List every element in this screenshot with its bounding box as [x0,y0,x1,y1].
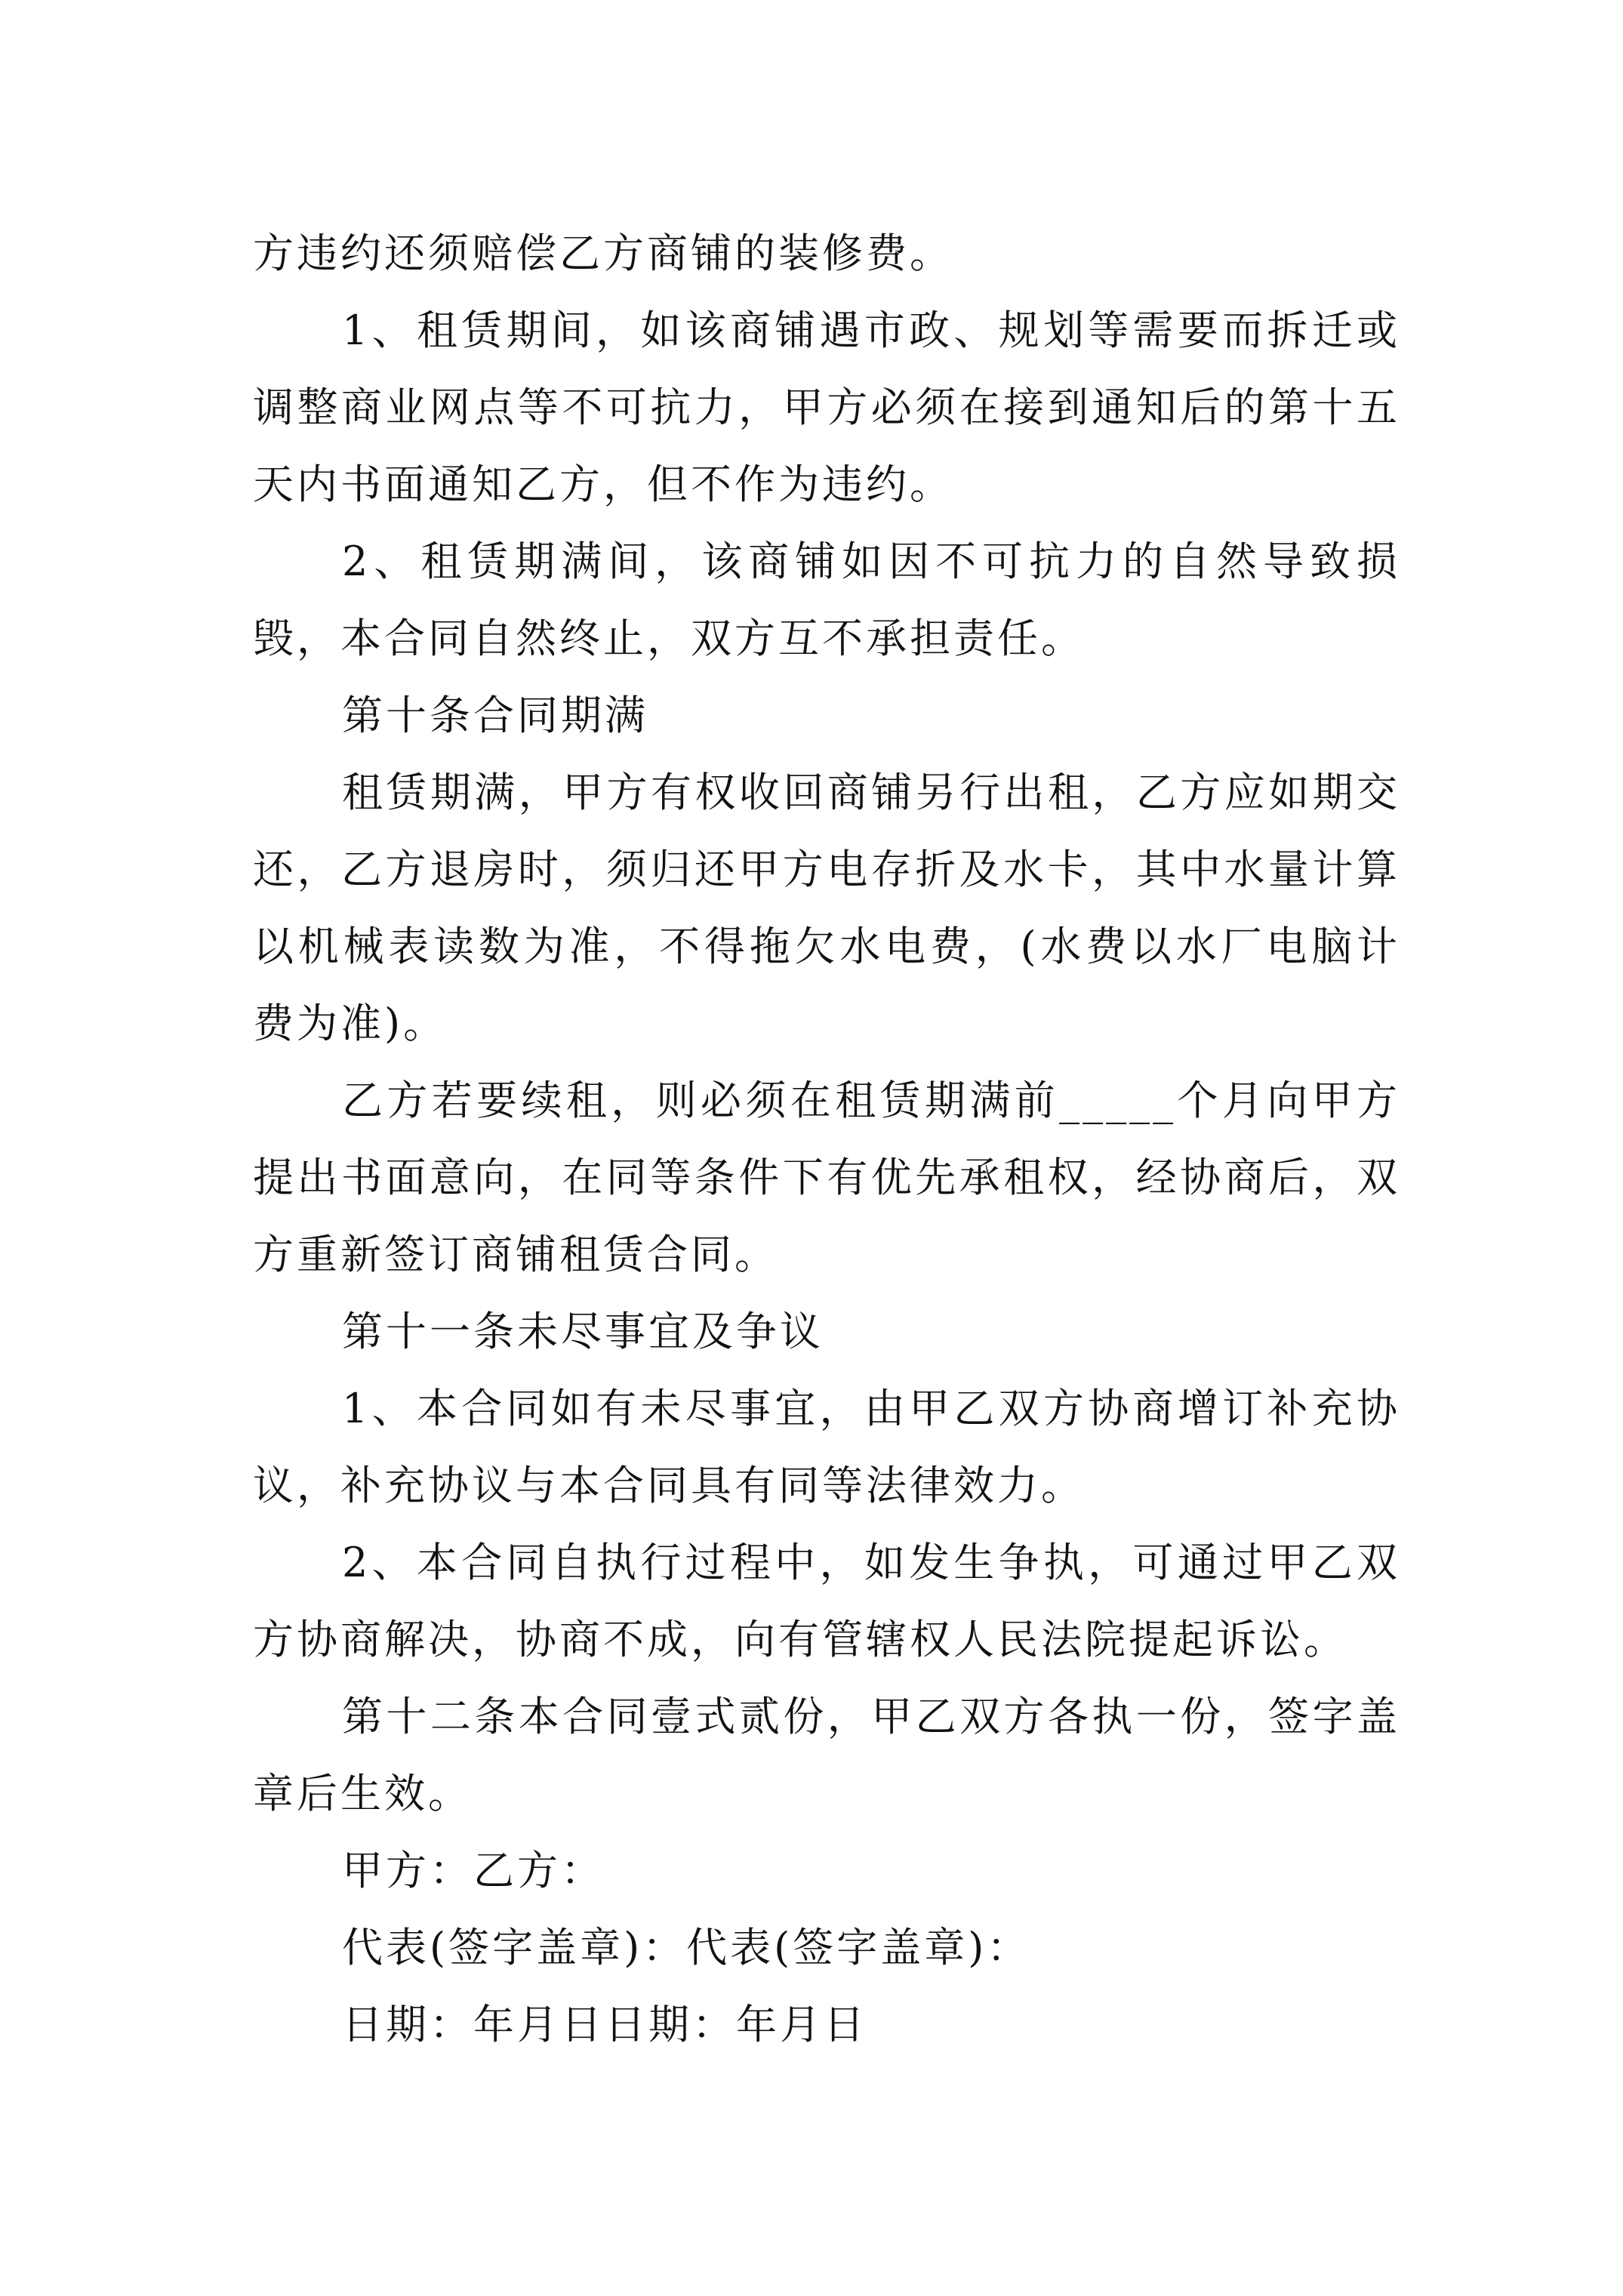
paragraph-article-12-copies: 第十二条本合同壹式贰份，甲乙双方各执一份，签字盖章后生效。 [253,1693,1400,1817]
paragraph-clause-1-force-majeure: 1、租赁期间，如该商铺遇市政、规划等需要而拆迁或调整商业网点等不可抗力，甲方必须在接到通知后的第十五天内书面通知乙方，但不作为违约。 [253,307,1400,508]
paragraph-supplementary-agreement: 1、本合同如有未尽事宜，由甲乙双方协商增订补充协议，补充协议与本合同具有同等法律效力。 [253,1385,1400,1509]
paragraph-clause-2-natural-damage: 2、租赁期满间，该商铺如因不可抗力的自然导致损毁，本合同自然终止，双方互不承担责任。 [253,538,1400,662]
paragraph-lease-expiry: 租赁期满，甲方有权收回商铺另行出租，乙方应如期交还，乙方退房时，须归还甲方电存折及水卡，其中水量计算以机械表读数为准，不得拖欠水电费，(水费以水厂电脑计费为准)。 [253,769,1400,1047]
paragraph-continuation: 方违约还须赔偿乙方商铺的装修费。 [253,230,953,277]
signature-dates: 日期：年月日日期：年月日 [342,2001,867,2048]
section-heading-article-10: 第十条合同期满 [342,692,648,739]
signature-parties: 甲方：乙方： [342,1847,605,1894]
section-heading-article-11: 第十一条未尽事宜及争议 [342,1308,824,1355]
paragraph-lease-renewal: 乙方若要续租，则必须在租赁期满前_____个月向甲方提出书面意向，在同等条件下有优先承租权，经协商后，双方重新签订商铺租赁合同。 [253,1077,1400,1278]
signature-representatives: 代表(签字盖章)：代表(签字盖章)： [342,1924,1031,1971]
paragraph-dispute-resolution: 2、本合同自执行过程中，如发生争执，可通过甲乙双方协商解决，协商不成，向有管辖权人民法院提起诉讼。 [253,1539,1400,1663]
document-body [253,215,1400,2063]
